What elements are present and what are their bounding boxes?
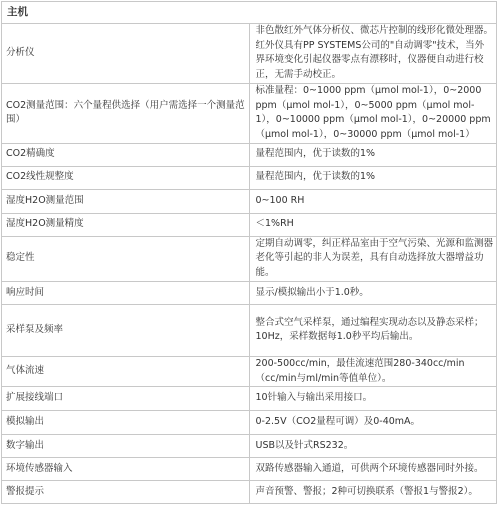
row-label: 湿度H2O测量精度 xyxy=(2,213,250,236)
row-label: 数字输出 xyxy=(2,435,250,458)
table-title: 主机 xyxy=(2,2,497,24)
row-label: 环境传感器输入 xyxy=(2,458,250,481)
row-value: 显示/模拟输出小于1.0秒。 xyxy=(249,281,497,304)
table-row xyxy=(2,435,497,458)
row-value: 定期自动调零，纠正样品室由于空气污染、光源和监测器老化等引起的非人为误差，具有自动选择放大器增益功能。 xyxy=(249,236,497,281)
row-value: 整合式空气采样泵，通过编程实现动态以及静态采样；10Hz，采样数据每1.0秒平均后输出。 xyxy=(249,304,497,356)
row-value: 0~100 RH xyxy=(249,189,497,213)
row-value: 声音预警、警报；2种可切换联系（警报1与警报2）。 xyxy=(249,481,497,504)
table-row xyxy=(2,83,497,143)
table-row xyxy=(2,387,497,411)
row-value: 量程范围内，优于读数的1% xyxy=(249,166,497,189)
row-value: USB以及针式RS232。 xyxy=(249,435,497,458)
row-label: CO2测量范围：六个量程供选择（用户需选择一个测量范围） xyxy=(2,83,250,143)
table-row xyxy=(2,411,497,435)
row-label: 稳定性 xyxy=(2,236,250,281)
table-header-row xyxy=(2,2,497,24)
table-row xyxy=(2,281,497,304)
table-row xyxy=(2,24,497,84)
table-row xyxy=(2,213,497,236)
row-value: ＜1%RH xyxy=(249,213,497,236)
table-row xyxy=(2,143,497,166)
row-value: 双路传感器输入通道，可供两个环境传感器同时外接。 xyxy=(249,458,497,481)
row-label: CO2精确度 xyxy=(2,143,250,166)
table-row xyxy=(2,304,497,356)
row-value: 标准量程：0~1000 ppm（μmol mol-1），0~2000 ppm（μmol mol-1），0~5000 ppm（μmol mol-1），0~10000 ppm（μmol mol-1），0~20000 ppm（μmol mol-1），0~30000 ppm（μmol mol-1） xyxy=(249,83,497,143)
table-row xyxy=(2,481,497,504)
table-row xyxy=(2,166,497,189)
row-label: 扩展接线端口 xyxy=(2,387,250,411)
row-label: 响应时间 xyxy=(2,281,250,304)
row-value: 0-2.5V（CO2量程可调）及0-40mA。 xyxy=(249,411,497,435)
table-row xyxy=(2,356,497,386)
row-label: 采样泵及频率 xyxy=(2,304,250,356)
row-value: 200-500cc/min，最佳流速范围280-340cc/min（cc/min与ml/min等值单位）。 xyxy=(249,356,497,386)
spec-table xyxy=(1,1,497,504)
row-value: 非色散红外气体分析仪、微芯片控制的线形化微处理器。红外仪具有PP SYSTEMS公司的"自动调零"技术，当外界环境变化引起仪器零点有漂移时，仪器便自动进行校正，无需手动校正。 xyxy=(249,24,497,84)
row-label: CO2线性规整度 xyxy=(2,166,250,189)
row-label: 气体流速 xyxy=(2,356,250,386)
row-label: 湿度H2O测量范围 xyxy=(2,189,250,213)
table-row xyxy=(2,236,497,281)
row-label: 模拟输出 xyxy=(2,411,250,435)
row-value: 10针输入与输出采用接口。 xyxy=(249,387,497,411)
table-row xyxy=(2,189,497,213)
row-value: 量程范围内，优于读数的1% xyxy=(249,143,497,166)
row-label: 警报提示 xyxy=(2,481,250,504)
row-label: 分析仪 xyxy=(2,24,250,84)
table-row xyxy=(2,458,497,481)
